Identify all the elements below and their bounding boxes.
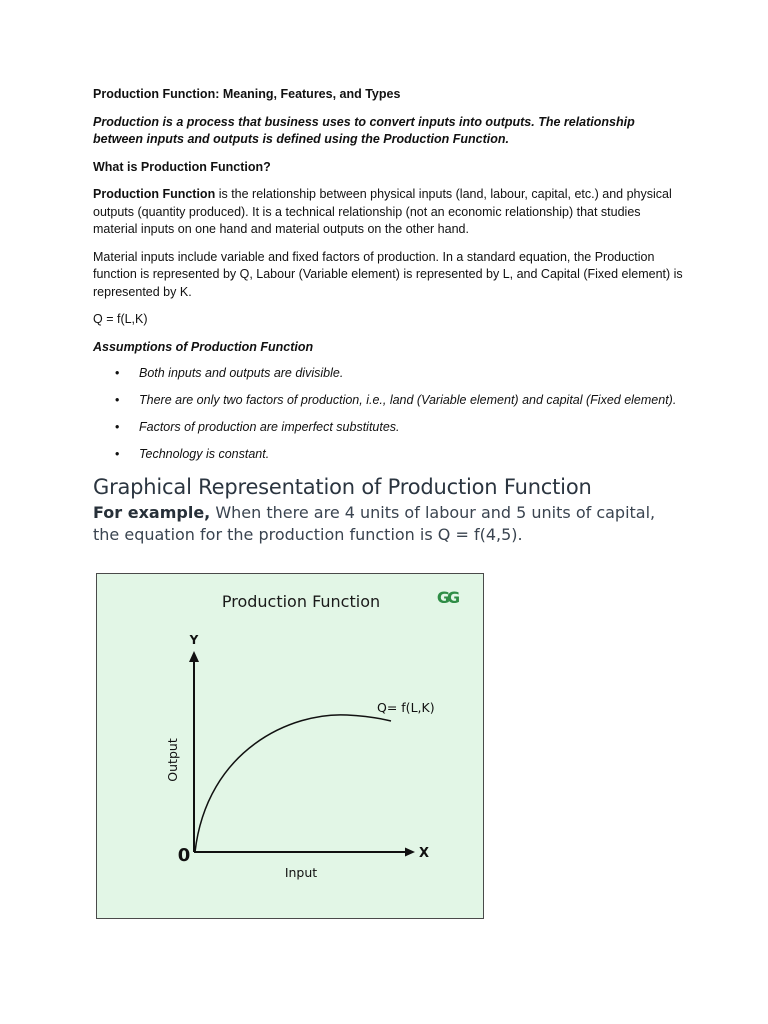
y-axis-arrow-icon: [189, 651, 199, 662]
production-curve: [195, 715, 391, 852]
y-axis-letter: Y: [189, 633, 199, 647]
y-axis-label: Output: [165, 738, 180, 782]
definition-term: Production Function: [93, 187, 216, 201]
curve-label: Q= f(L,K): [377, 700, 435, 715]
list-item: [93, 365, 683, 383]
bullet-icon: •: [115, 447, 120, 461]
intro-paragraph: Production is a process that business uses to convert inputs into outputs. The relationship between inputs and outputs is defined using the Production Function.: [93, 114, 635, 146]
document-title: Production Function: Meaning, Features, and Types: [93, 87, 401, 101]
definition-paragraph: [93, 186, 683, 239]
list-item: [93, 392, 683, 410]
assumptions-heading: Assumptions of Production Function: [93, 339, 314, 354]
production-function-diagram: [97, 574, 483, 918]
definition-text: is the relationship between physical inputs (land, labour, capital, etc.) and physical outputs (quantity produced). It is a technical relationship (not an economic relationship) that studies material inputs on one hand and material outputs on the other hand.: [93, 187, 672, 236]
list-item-text: Factors of production are imperfect substitutes.: [139, 420, 400, 434]
section-heading-what-is: What is Production Function?: [93, 159, 271, 174]
document-body: [93, 86, 683, 546]
material-inputs-paragraph: Material inputs include variable and fixed factors of production. In a standard equation, the Production function is represented by Q, Labour (Variable element) is represented by L, and Capital (Fixed element) is represented by K.: [93, 249, 683, 299]
gfg-logo-icon: [437, 588, 459, 607]
origin-label: 0: [177, 845, 191, 866]
figure-title: Production Function: [221, 592, 381, 611]
bullet-icon: •: [115, 366, 120, 380]
list-item-text: There are only two factors of production, i.e., land (Variable element) and capital (Fixed element).: [139, 393, 677, 407]
x-axis-label: Input: [284, 865, 318, 880]
list-item-text: Both inputs and outputs are divisible.: [139, 366, 344, 380]
bullet-icon: •: [115, 420, 120, 434]
list-item: [93, 419, 683, 437]
production-function-figure: [96, 573, 484, 919]
assumptions-list: [93, 365, 683, 464]
x-axis-arrow-icon: [405, 848, 415, 857]
example-paragraph: [93, 502, 683, 546]
list-item: [93, 446, 683, 464]
x-axis-letter: X: [419, 846, 430, 861]
bullet-icon: •: [115, 393, 120, 407]
graph-section-heading: Graphical Representation of Production Function: [93, 475, 592, 499]
gfg-logo-text: GG: [436, 588, 458, 607]
equation-text: Q = f(L,K): [93, 312, 148, 326]
example-lead: For example,: [93, 503, 211, 522]
example-text: When there are 4 units of labour and 5 units of capital, the equation for the production function is Q = f(4,5).: [93, 503, 656, 544]
list-item-text: Technology is constant.: [139, 447, 270, 461]
